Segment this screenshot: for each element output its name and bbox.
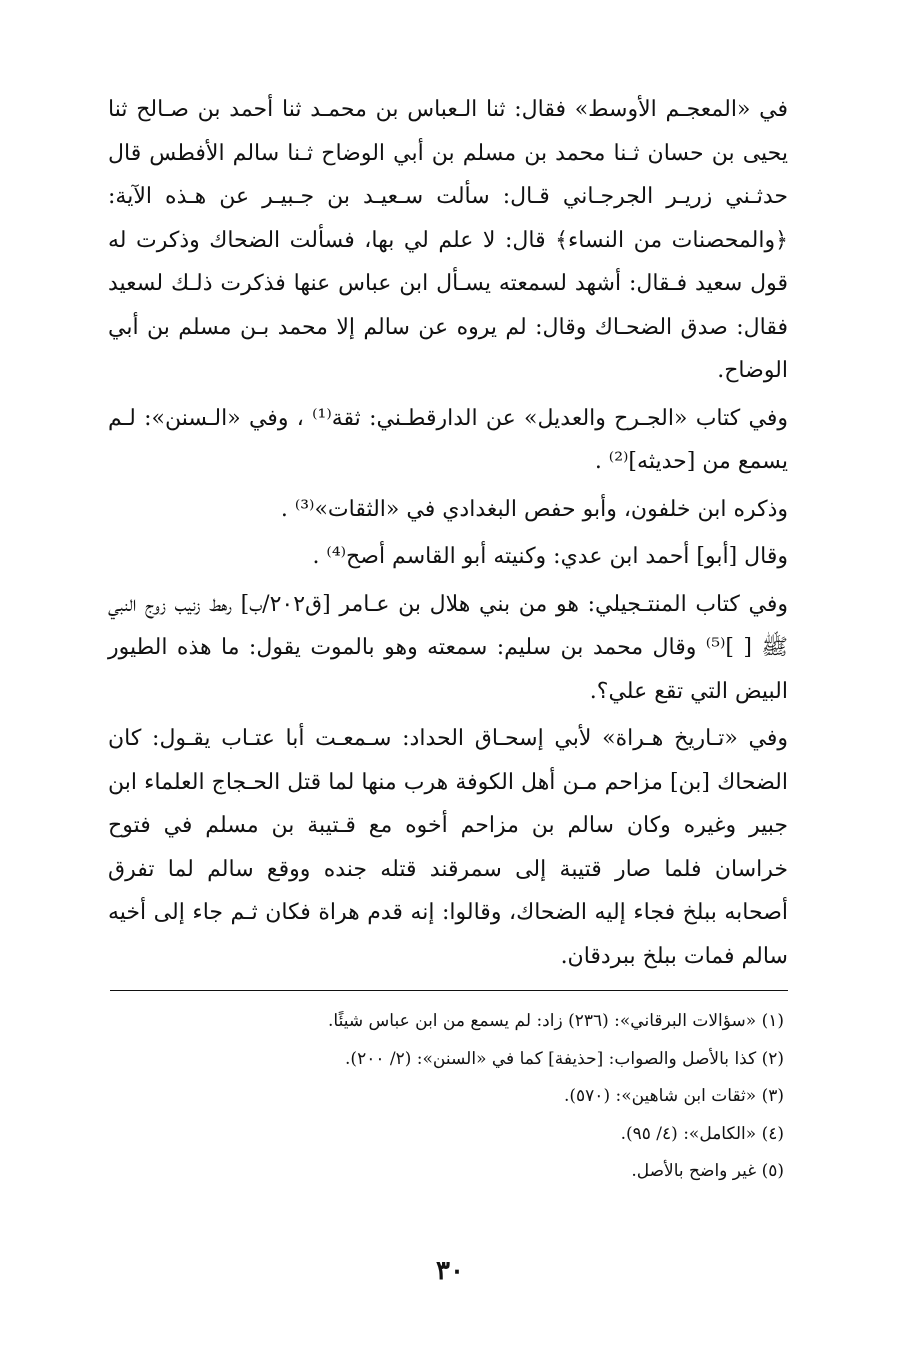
paragraph-muntajili: وفي كتاب المنتـجيلي: هو من بني هلال بن عـامر [ق٢٠٢/ب] رهط زنيب زوج النبي ﷺ [ ]⁽⁵⁾ وقال محمد بن سليم: سمعته وهو بالموت يقول: ما هذه الطيور البيض التي تقع علي؟. — [108, 591, 789, 704]
footnote-5: (٥) غير واضح بالأصل. — [631, 1161, 784, 1181]
footnote-4: (٤) «الكامل»: (٤/ ٩٥). — [620, 1123, 784, 1144]
paragraph-tarikh-harat: وفي «تـاريخ هـراة» لأبي إسحـاق الحداد: سـمعـت أبا عتـاب يقـول: كان الضحاك [بن] مزاحم مـن أهل الكوفة هرب منها لما قتل الحـجاج العلماء ابن جبير وغيره وكان سالم بن مزاحم أخوه مع قـتيبة بن مسلم في فتوح خراسان فلما صار قتيبة إلى سمرقند قتله جنده ووقع سالم لما تفرق أصحابه ببلخ فجاء إليه الضحاك، وقالوا: إنه قدم هراة فكان ثـم جاء إلى أخيه سالم فمات ببلخ ببردقان. — [108, 726, 788, 969]
paragraph-ibn-khalfun: وذكره ابن خلفون، وأبو حفص البغدادي في «الثقات»⁽³⁾ . — [280, 496, 788, 522]
footnote-1: (١) «سؤالات البرقاني»: (٢٣٦) زاد: لم يسمع من ابن عباس شيئًا. — [328, 1011, 784, 1031]
paragraph-mujam-awsat: في «المعجـم الأوسط» فقال: ثنا الـعباس بن محمـد ثنا أحمد بن صـالح ثنا يحيى بن حسان ثـنا محمد بن مسلم بن أبي الوضاح ثـنا سالم الأفطس قال حدثـني زريـر الجرجـاني قـال: سألت سـعيـد بن جـبيـر عن هـذه الآية: ﴿والمحصنات من النساء﴾ قال: لا علم لي بها، فسألت الضحاك وذكرت له قول سعيد فـقال: أشهد لسمعته يسـأل ابن عباس عنها فذكرت ذلـك لسعيد فقال: صدق الضحـاك وقال: لم يروه عن سالم إلا محمد بـن مسلم بن أبي الوضاح. — [108, 97, 788, 383]
footnotes — [108, 1003, 788, 1191]
footnote-3: (٣) «ثقات ابن شاهين»: (٥٧٠). — [563, 1086, 784, 1106]
page-number: ٣٠ — [436, 1256, 464, 1286]
paragraph-ibn-adi: وقال [أبو] أحمد ابن عدي: وكنيته أبو القاسم أصح⁽⁴⁾ . — [312, 544, 788, 569]
paragraph-jarh-tadil: وفي كتاب «الجـرح والعديل» عن الدارقطـني: ثقة⁽¹⁾ ، وفي «الـسنن»: لـم يسمع من [حديثه]⁽²⁾ . — [108, 405, 789, 474]
footnote-2: (٢) كذا بالأصل والصواب: [حذيفة] كما في «السنن»: (٢/ ٢٠٠). — [345, 1048, 784, 1069]
main-text — [108, 88, 788, 982]
footnote-divider — [110, 990, 788, 991]
